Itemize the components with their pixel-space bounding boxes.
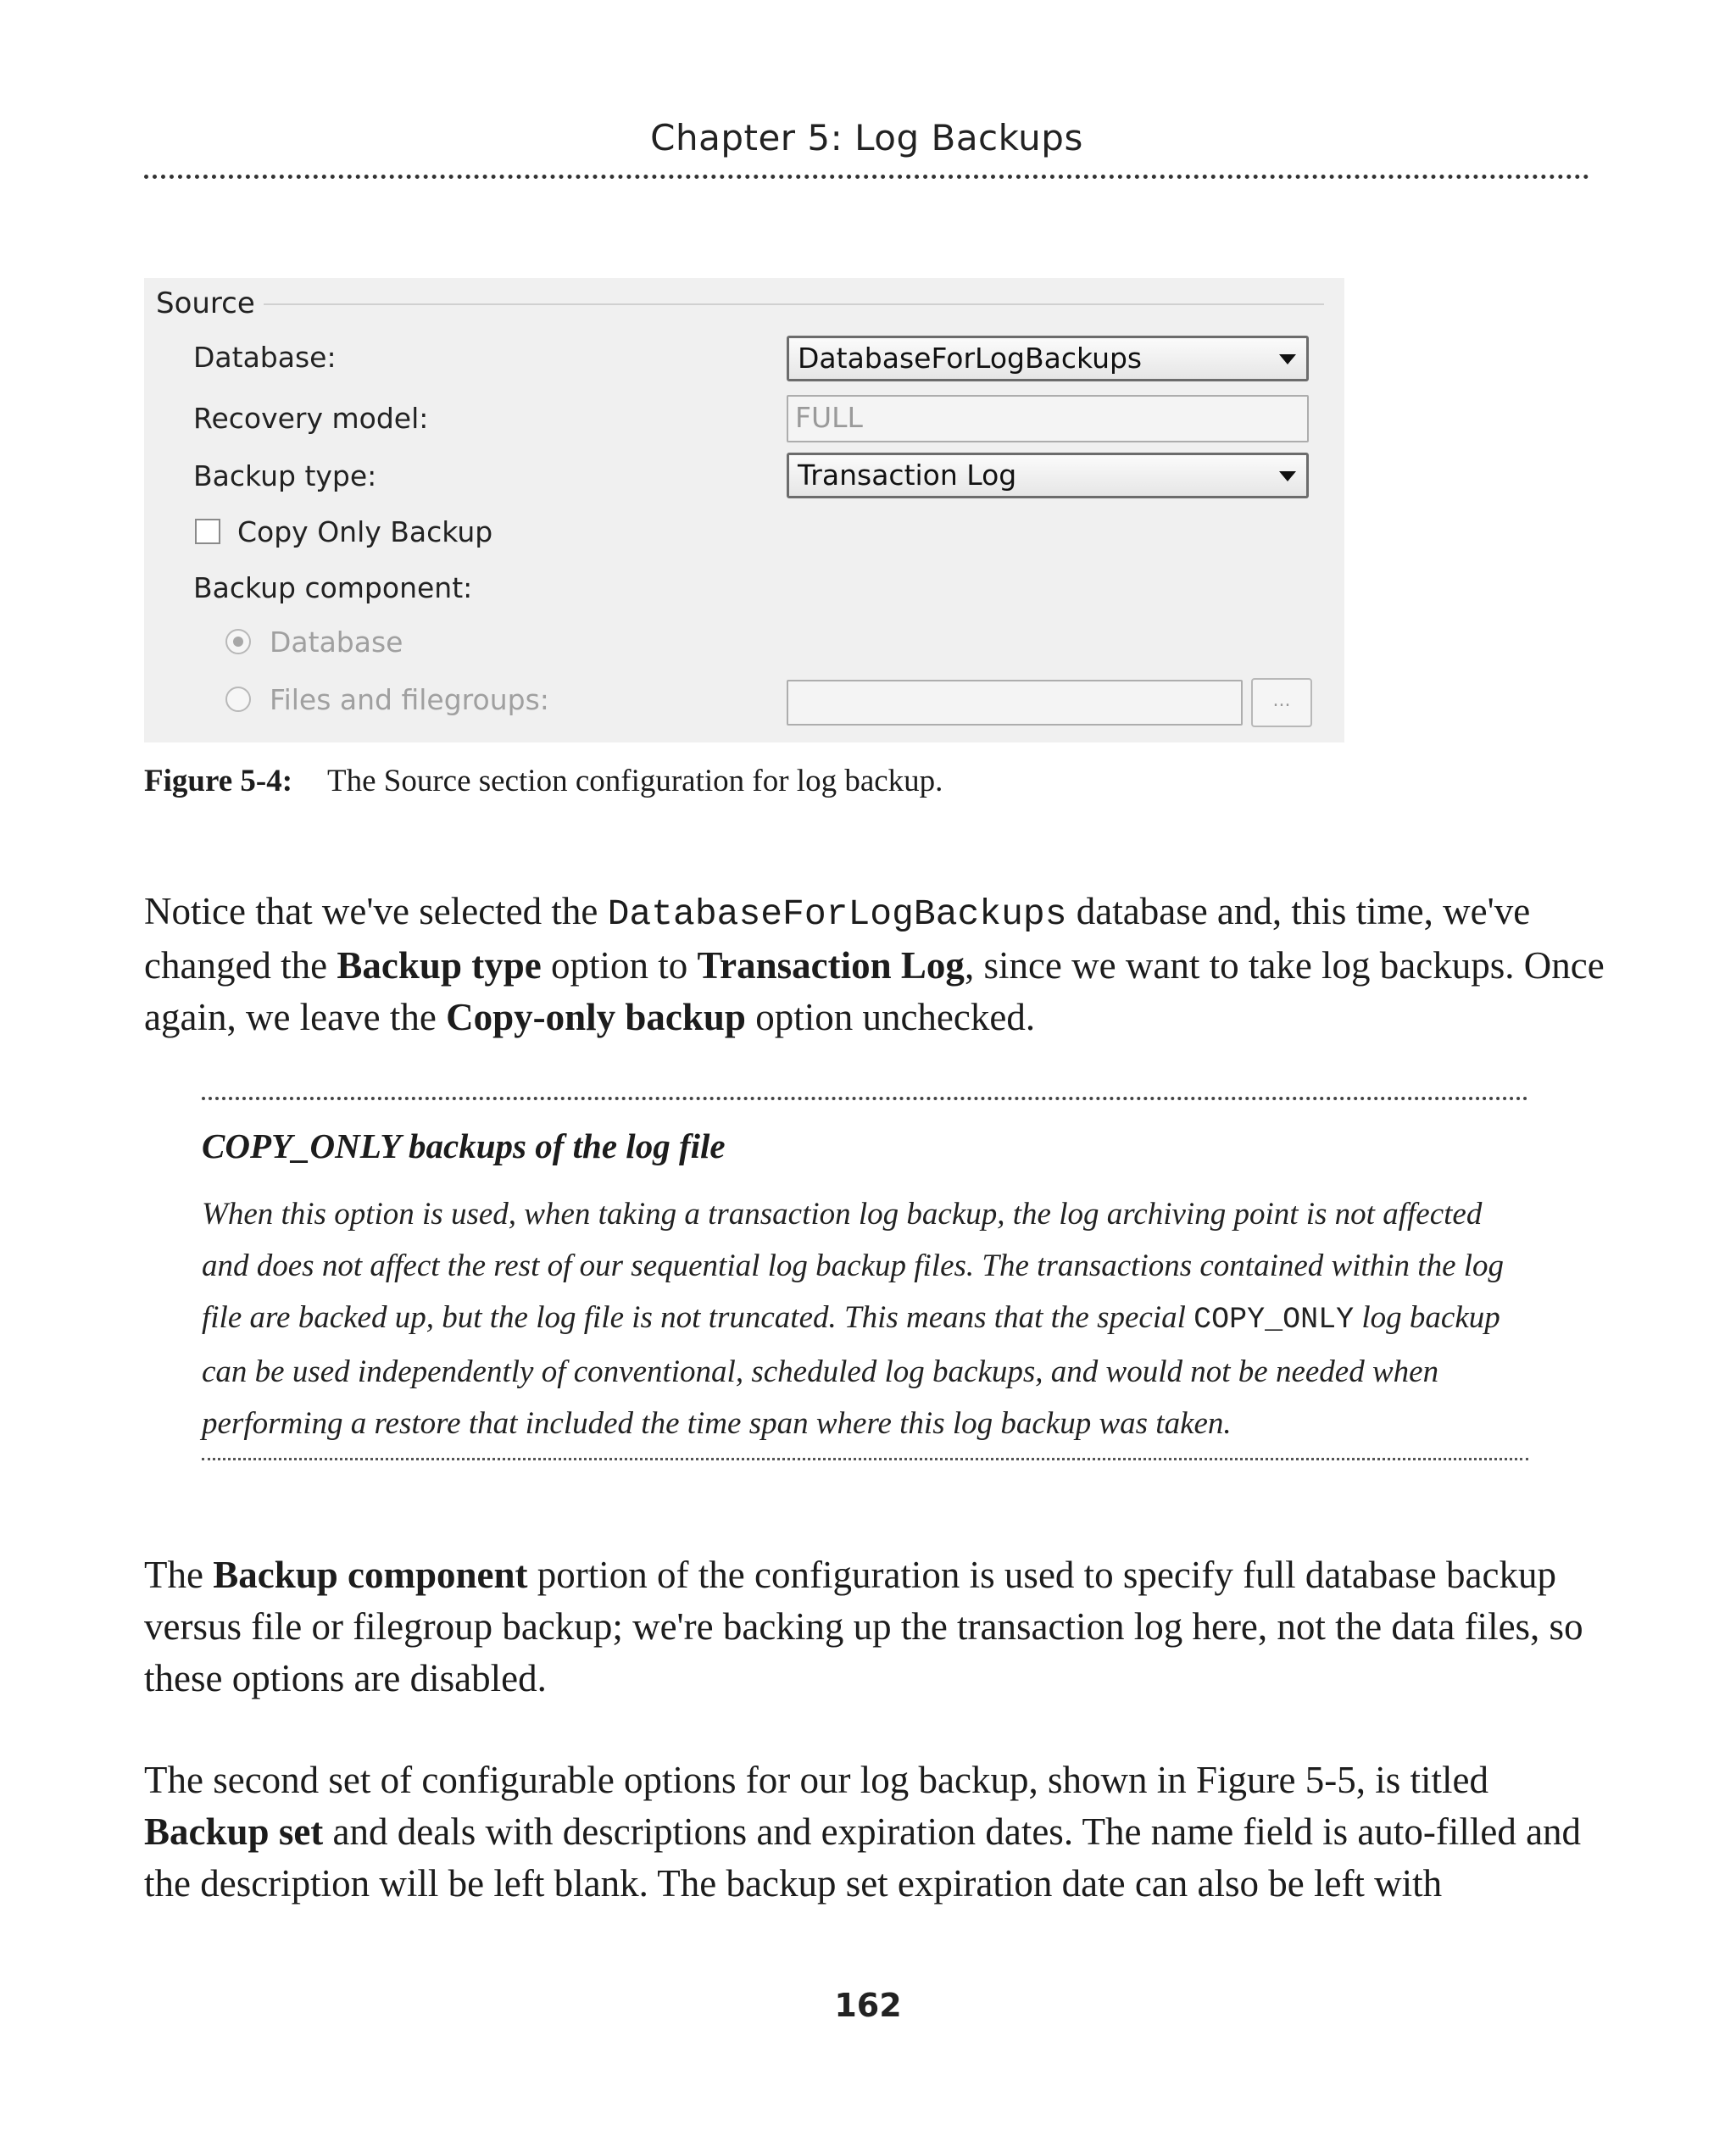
header-divider — [144, 175, 1589, 179]
caption-number: Figure 5-4: — [144, 764, 293, 798]
bold-term: Copy-only backup — [446, 996, 746, 1038]
note-box — [202, 1097, 1528, 1460]
text-run: and deals with descriptions and expiration dates. The name field is auto-filled and the description will be left blank. The backup set expiration date can also be left with — [144, 1810, 1582, 1905]
database-value: DatabaseForLogBackups — [798, 342, 1143, 375]
running-header: Chapter 5: Log Backups — [650, 117, 1083, 158]
dropdown-arrow-icon — [1279, 471, 1296, 481]
backup-type-label: Backup type: — [193, 459, 377, 492]
note-title: COPY_ONLY backups of the log file — [202, 1126, 726, 1165]
backup-type-value: Transaction Log — [798, 459, 1017, 492]
paragraph-2 — [144, 1549, 1611, 1704]
radio-database-label: Database — [270, 626, 403, 659]
page-number: 162 — [834, 1987, 902, 2024]
radio-files-filegroups[interactable] — [225, 687, 251, 712]
text-run: Notice that we've selected the — [144, 890, 608, 932]
database-dropdown[interactable] — [787, 336, 1309, 381]
text-run: , since we want to take log backups. Once again, we leave the — [144, 944, 1605, 1038]
backup-component-label: Backup component: — [193, 571, 473, 604]
copy-only-label: Copy Only Backup — [237, 515, 493, 548]
recovery-model-label: Recovery model: — [193, 402, 429, 435]
note-bottom-divider — [202, 1458, 1528, 1460]
text-run: option unchecked. — [745, 996, 1036, 1038]
paragraph-3 — [144, 1755, 1611, 1910]
note-body — [202, 1188, 1528, 1449]
text-run: database and, this time, we've changed the — [144, 890, 1531, 987]
copy-only-checkbox[interactable] — [195, 519, 220, 544]
group-divider — [254, 303, 1324, 305]
radio-database[interactable] — [225, 629, 251, 654]
note-top-divider — [202, 1097, 1528, 1100]
database-label: Database: — [193, 341, 337, 374]
text-run: log backup can be used independently of conventional, scheduled log backups, and would not be needed when performing a restore that included the time span where this log backup was taken. — [202, 1300, 1500, 1441]
backup-type-dropdown[interactable] — [787, 453, 1309, 498]
radio-selected-dot — [233, 637, 243, 647]
text-run: portion of the configuration is used to specify full database backup versus file or filegroup backup; we're backing up the transaction log here, not the data files, so these options are disabled. — [144, 1554, 1583, 1699]
figure-caption — [144, 763, 943, 799]
bold-term: Backup set — [144, 1810, 324, 1853]
text-run: The second set of configurable options for our log backup, shown in Figure 5-5, is titled — [144, 1759, 1488, 1801]
text-run: When this option is used, when taking a transaction log backup, the log archiving point is not affected and does not affect the rest of our sequential log backup files. The transactions contained within the log file are backed up, but the log file is not truncated. This means that the special — [202, 1197, 1505, 1335]
browse-button[interactable]: ... — [1251, 678, 1312, 727]
code-copy-only: COPY_ONLY — [1194, 1303, 1355, 1337]
files-filegroups-field[interactable] — [787, 680, 1243, 726]
bold-term: Backup component — [213, 1554, 528, 1596]
figure-source-dialog — [144, 278, 1344, 742]
code-database-name: DatabaseForLogBackups — [607, 893, 1067, 935]
group-title: Source — [156, 286, 264, 320]
text-run: The — [144, 1554, 214, 1596]
dropdown-arrow-icon — [1279, 354, 1296, 364]
paragraph-1 — [144, 886, 1611, 1043]
caption-text: The Source section configuration for log backup. — [327, 764, 943, 798]
bold-term: Backup type — [337, 944, 542, 987]
bold-term: Transaction Log — [697, 944, 965, 987]
recovery-model-field: FULL — [787, 395, 1309, 442]
text-run: option to — [541, 944, 698, 987]
radio-files-label: Files and filegroups: — [270, 683, 549, 716]
